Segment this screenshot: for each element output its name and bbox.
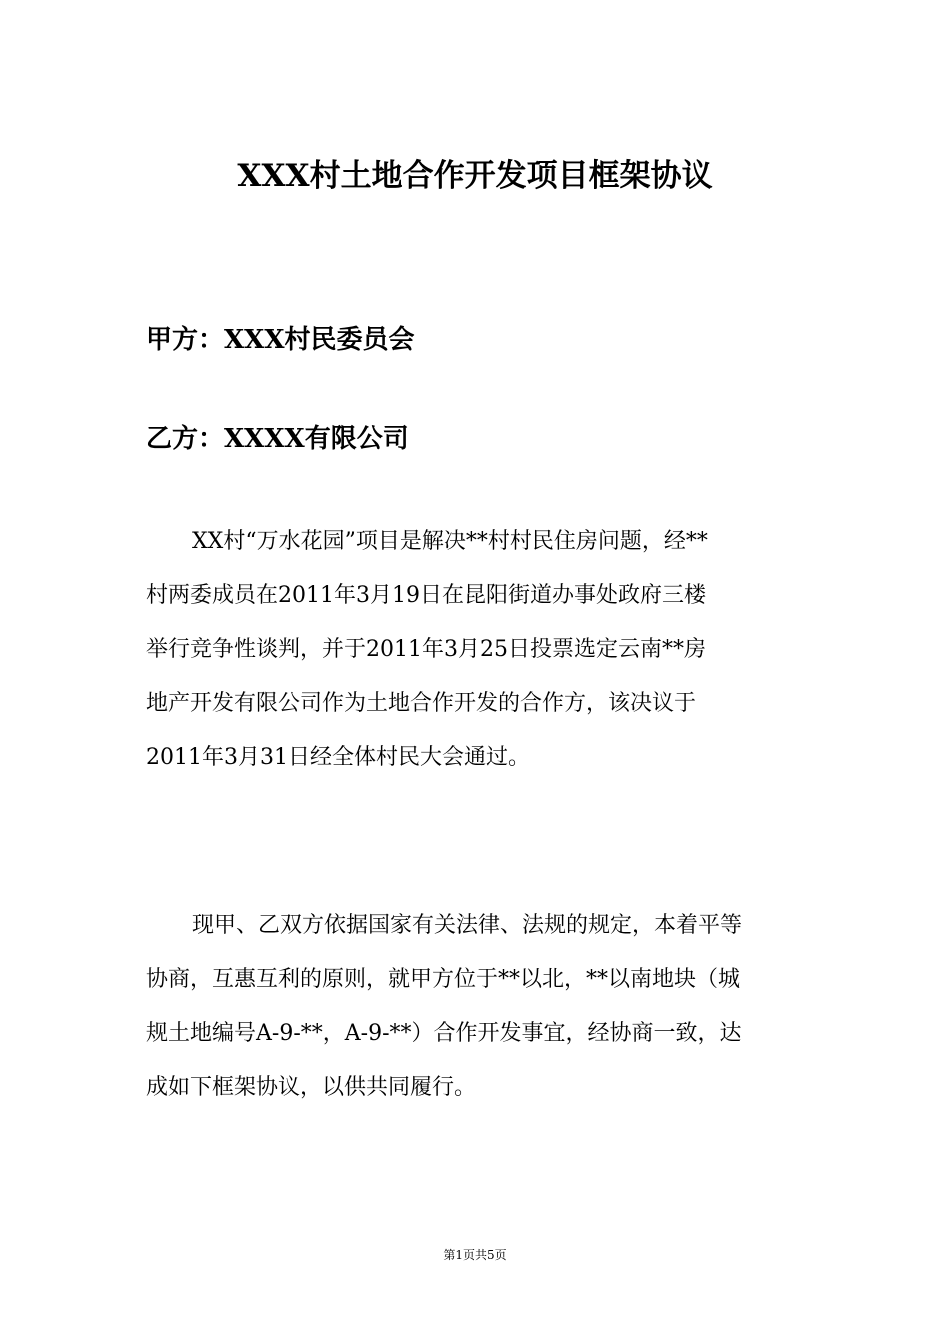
party-a: 甲方：XXX村民委员会 [146,325,415,355]
paragraph-line: 举行竞争性谈判，并于2011年3月25日投票选定云南**房 [146,637,706,662]
paragraph-line: 协商，互惠互利的原则，就甲方位于**以北，**以南地块（城 [146,967,741,992]
paragraph-line: 2011年3月31日经全体村民大会通过。 [146,745,530,770]
paragraph-line: 地产开发有限公司作为土地合作开发的合作方，该决议于 [146,691,697,716]
page-number-footer: 第1页共5页 [443,1248,507,1262]
paragraph-line: 村两委成员在2011年3月19日在昆阳街道办事处政府三楼 [146,583,706,608]
paragraph-line: 规土地编号A-9-**，A-9-**）合作开发事宜，经协商一致，达 [146,1021,742,1046]
paragraph-line: 成如下框架协议，以供共同履行。 [146,1075,477,1100]
paragraph-2 [146,899,806,1115]
document-title: XXX村土地合作开发项目框架协议 [237,158,713,194]
paragraph-line: 现甲、乙双方依据国家有关法律、法规的规定，本着平等 [192,913,743,938]
paragraph-1 [146,515,806,785]
paragraph-line: XX村“万水花园”项目是解决**村村民住房问题，经** [192,529,708,554]
party-b: 乙方：XXXX有限公司 [146,424,409,454]
